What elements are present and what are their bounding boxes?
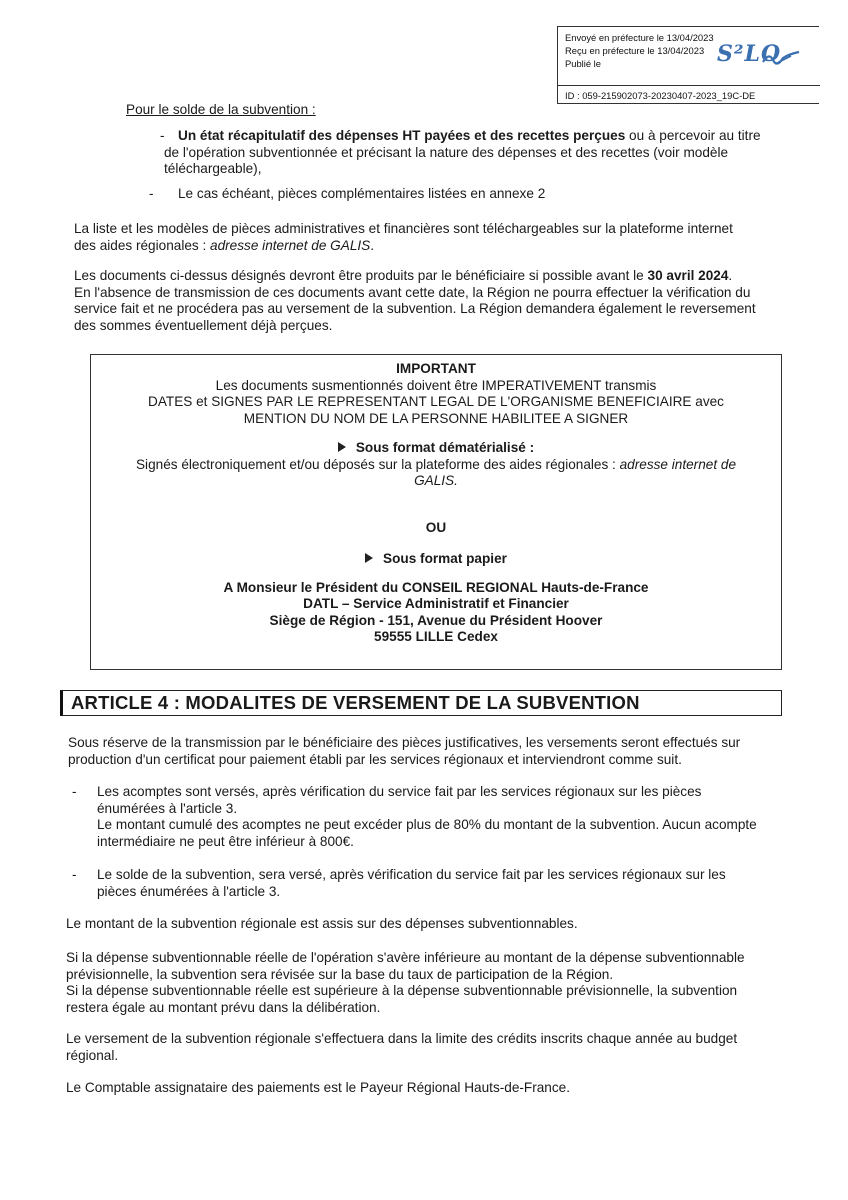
stamp-received-date: Reçu en préfecture le 13/04/2023 [565,45,705,56]
stamp-published: Publié le [565,58,601,69]
article-4-paragraph-assis: Le montant de la subvention régionale est assis sur des dépenses subventionnables. [66,916,578,931]
important-content: IMPORTANT Les documents susmentionnés doivent être IMPERATIVEMENT transmis DATES et SIGNES PAR LE REPRESENTANT LEGAL DE L'ORGANISME BENEFICIAIRE avec MENTION DU NOM DE LA PERSONNE HABILITEE A SIGNER Sous format dématérialisé : Signés électroniquement et/ou déposés sur la plateforme des aides régionales : adresse internet de GALIS. OU Sous format papier A Monsieur le Président du CONSEIL REGIONAL Hauts-de-France DATL – Service Administratif et Financier Siège de Région - 151, Avenue du Président Hoover 59555 LILLE Cedex [90,361,782,646]
article-4-heading: ARTICLE 4 : MODALITES DE VERSEMENT DE LA SUBVENTION [60,690,782,716]
or-label: OU [425,519,447,535]
stamp-id: ID : 059-215902073-20230407-2023_19C-DE [565,90,756,101]
article-4-paragraph-revision: Si la dépense subventionnable réelle de l'opération s'avère inférieure au montant de la dépense subventionnable prévisionnelle, la subvention sera révisée sur la base du taux de participation de la Région. Si la dépense subventionnable réelle est supérieure à la dépense subventionnable prévisionnelle, la subvention restera égale au montant prévu dans la délibération. [66,950,745,1015]
stamp-sent-date: Envoyé en préfecture le 13/04/2023 [565,32,714,43]
solde-heading: Pour le solde de la subvention : [126,102,316,117]
s2lo-logo-text: S²LO [717,41,782,67]
bullet-dash: - [72,784,77,799]
arrowhead-icon [338,442,346,452]
article-4-paragraph-credits: Le versement de la subvention régionale s'effectuera dans la limite des crédits inscrits chaque année au budget régional. [66,1031,738,1063]
signature-flourish-icon [761,48,801,70]
stamp-divider [558,85,820,86]
bullet-dash: - [149,186,154,201]
important-title: IMPORTANT [396,361,476,376]
paragraph-templates: La liste et les modèles de pièces administratives et financières sont téléchargeables sur la plateforme internet des aides régionales : adresse internet de GALIS. [74,221,733,253]
mailing-address: A Monsieur le Président du CONSEIL REGIONAL Hauts-de-France DATL – Service Administratif et Financier Siège de Région - 151, Avenue du Président Hoover 59555 LILLE Cedex [223,579,649,644]
bullet-dash: - [72,867,77,882]
solde-item-1: Un état récapitulatif des dépenses HT payées et des recettes perçues ou à percevoir au titre de l'opération subventionnée et précisant la nature des dépenses et des recettes (voir modèle téléchargeable), [164,128,761,176]
bullet-dash: - [160,128,165,143]
article-4-paragraph-comptable: Le Comptable assignataire des paiements est le Payeur Régional Hauts-de-France. [66,1080,570,1095]
solde-item-2: Le cas échéant, pièces complémentaires listées en annexe 2 [178,186,546,201]
article-4-bullet-solde: Le solde de la subvention, sera versé, après vérification du service fait par les services régionaux sur les pièces énumérées à l'article 3. [97,867,726,899]
article-4-bullet-acomptes: Les acomptes sont versés, après vérification du service fait par les services régionaux sur les pièces énumérées à l'article 3. Le montant cumulé des acomptes ne peut excéder plus de 80% du montant de la subvention. Aucun acompte intermédiaire ne peut être inférieur à 800€. [97,784,757,849]
paragraph-deadline: Les documents ci-dessus désignés devront être produits par le bénéficiaire si possible avant le 30 avril 2024. En l'absence de transmission de ces documents avant cette date, la Région ne pourra effectuer la vérification du service fait et ne procédera pas au versement de la subvention. La Région demandera également le reversement des sommes éventuellement déjà perçues. [74,268,756,333]
arrowhead-icon [365,553,373,563]
format-digital: Sous format dématérialisé : [90,440,782,457]
format-paper: Sous format papier [90,551,782,568]
s2lo-logo [717,41,782,67]
article-4-intro: Sous réserve de la transmission par le bénéficiaire des pièces justificatives, les versements seront effectués sur production d'un certificat pour paiement établi par les services régionaux et interviendront comme suit. [68,735,741,767]
